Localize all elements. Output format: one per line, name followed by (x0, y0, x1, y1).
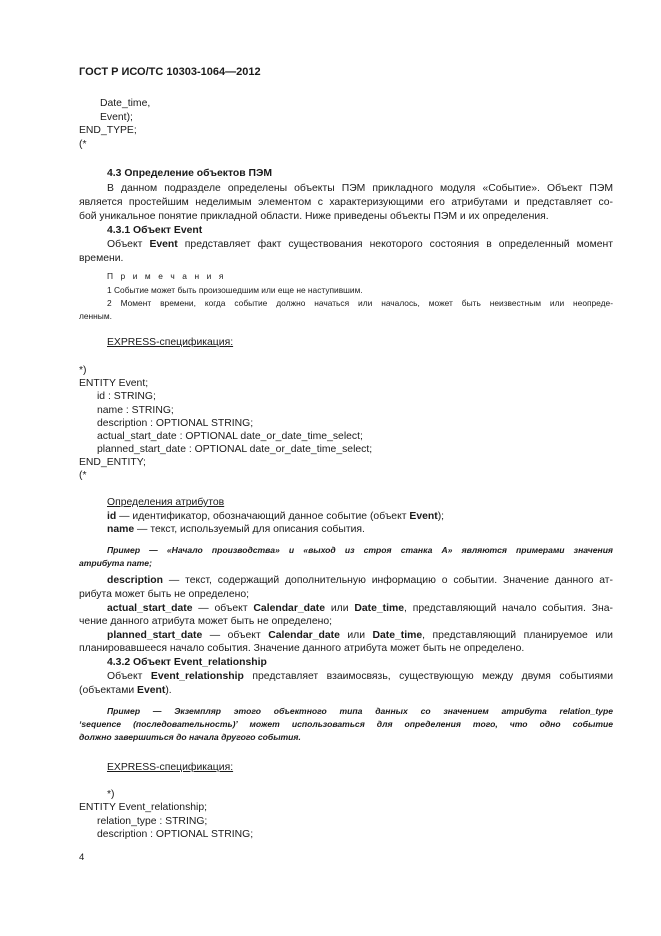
code-line: description : OPTIONAL STRING; (97, 418, 254, 429)
attr-def-planned-start-date: planned_start_date — объект Calendar_date или Date_time, представляющий планируемое или (107, 630, 613, 641)
paragraph-line: Объект Event представляет факт существования некоторого состояния в определенный момент (107, 239, 613, 250)
section-title-4-3-2: 4.3.2 Объект Event_relationship (107, 657, 267, 668)
code-line: id : STRING; (97, 391, 156, 402)
code-line: planned_start_date : OPTIONAL date_or_date_time_select; (97, 444, 373, 455)
example-line: атрибута name; (79, 558, 152, 568)
example-line: ‘sequence (последовательность)’ может использоваться для определения того, что одно событие (79, 719, 613, 729)
code-line: END_ENTITY; (79, 457, 146, 468)
express-spec-label: EXPRESS-спецификация: (107, 762, 234, 773)
paragraph-line: рибута может быть не определено; (79, 589, 250, 600)
code-line: (* (79, 470, 87, 481)
code-line: END_TYPE; (79, 125, 137, 136)
attr-def-name: name — текст, используемый для описания события. (107, 524, 365, 535)
code-line: description : OPTIONAL STRING; (97, 829, 254, 840)
paragraph-line: бой уникальное понятие прикладной области. Ниже приведены объекты ПЭМ и их определения. (79, 211, 549, 222)
attr-defs-title: Определения атрибутов (107, 497, 225, 508)
example-line: Пример — Экземпляр этого объектного типа данных со значением атрибута relation_type (107, 706, 613, 716)
code-line: Date_time, (100, 98, 151, 109)
code-line: *) (107, 789, 115, 800)
attr-def-description: description — текст, содержащий дополнительную информацию о событии. Значение данного ат- (107, 575, 613, 586)
code-line: name : STRING; (97, 405, 174, 416)
express-spec-label: EXPRESS-спецификация: (107, 337, 234, 348)
paragraph-line: является простейшим неделимым элементом с характеризующими его атрибутами и представляет со- (79, 197, 613, 208)
note-line: 2 Момент времени, когда событие должно начаться или началось, может быть неизвестным или неопреде- (107, 298, 613, 308)
code-line: *) (79, 365, 87, 376)
attr-def-actual-start-date: actual_start_date — объект Calendar_date или Date_time, представляющий начало события. Зна- (107, 603, 613, 614)
attr-def-id: id — идентификатор, обозначающий данное событие (объект Event); (107, 511, 445, 522)
paragraph-line: (объектами Event). (79, 685, 172, 696)
section-title-4-3-1: 4.3.1 Объект Event (107, 225, 203, 236)
code-line: Event); (100, 112, 133, 123)
paragraph-line: чение данного атрибута может быть не определено; (79, 616, 333, 627)
paragraph-line: В данном подразделе определены объекты ПЭМ прикладного модуля «Событие». Объект ПЭМ (107, 183, 613, 194)
page-number: 4 (79, 852, 85, 863)
note-line: 1 Событие может быть произошедшим или еще не наступившим. (107, 285, 363, 295)
code-line: actual_start_date : OPTIONAL date_or_date_time_select; (97, 431, 363, 442)
note-line: ленным. (79, 311, 112, 321)
paragraph-line: Объект Event_relationship представляет взаимосвязь, существующую между двумя событиями (107, 671, 613, 682)
code-line: ENTITY Event; (79, 378, 149, 389)
paragraph-line: времени. (79, 253, 124, 264)
note-title: П р и м е ч а н и я (107, 271, 226, 281)
page-header: ГОСТ Р ИСО/ТС 10303-1064—2012 (79, 66, 261, 78)
example-line: должно завершиться до начала другого события. (79, 732, 301, 742)
code-line: (* (79, 139, 87, 150)
code-line: ENTITY Event_relationship; (79, 802, 208, 813)
section-title-4-3: 4.3 Определение объектов ПЭМ (107, 168, 273, 179)
paragraph-line: планировавшееся начало события. Значение данного атрибута может быть не определено. (79, 643, 525, 654)
code-line: relation_type : STRING; (97, 816, 208, 827)
example-line: Пример — «Начало производства» и «выход из строя станка А» являются примерами значения (107, 545, 613, 555)
